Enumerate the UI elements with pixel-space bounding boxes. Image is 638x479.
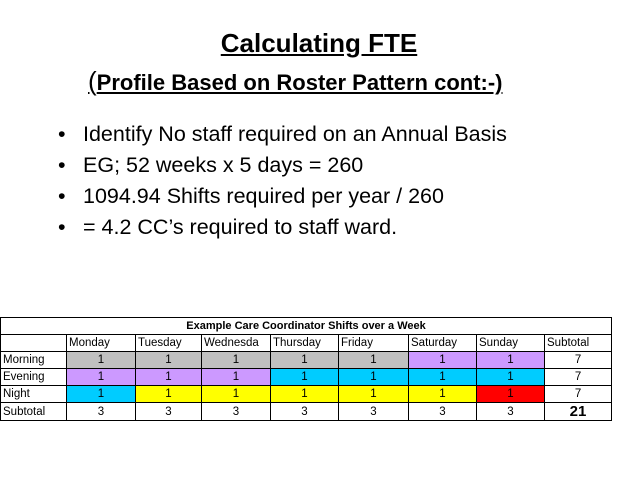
shift-cell: 1 xyxy=(339,386,409,403)
row-label: Morning xyxy=(1,352,67,369)
shift-cell: 1 xyxy=(271,352,339,369)
bullet-item xyxy=(58,153,598,177)
header-cell: Sunday xyxy=(477,335,545,352)
shift-cell: 1 xyxy=(202,352,271,369)
row-subtotal: 7 xyxy=(545,386,612,403)
day-subtotal: 3 xyxy=(271,403,339,421)
row-subtotal: 7 xyxy=(545,369,612,386)
bullet-dot-icon: • xyxy=(58,215,66,239)
row-label: Subtotal xyxy=(1,403,67,421)
bullet-text: Identify No staff required on an Annual Basis xyxy=(83,122,507,146)
bullet-list xyxy=(58,122,598,246)
shift-cell: 1 xyxy=(67,352,136,369)
shift-cell: 1 xyxy=(477,369,545,386)
header-cell: Thursday xyxy=(271,335,339,352)
shift-cell: 1 xyxy=(477,386,545,403)
shift-cell: 1 xyxy=(339,352,409,369)
bullet-item xyxy=(58,184,598,208)
bullet-item xyxy=(58,122,598,146)
grand-total: 21 xyxy=(545,403,612,421)
table-header-row xyxy=(1,335,612,352)
table-caption: Example Care Coordinator Shifts over a Week xyxy=(1,318,612,335)
table-row-morning xyxy=(1,352,612,369)
bullet-dot-icon: • xyxy=(58,153,66,177)
day-subtotal: 3 xyxy=(67,403,136,421)
subtitle-open-paren: ( xyxy=(88,66,97,96)
header-cell: Friday xyxy=(339,335,409,352)
bullet-dot-icon: • xyxy=(58,122,66,146)
shift-cell: 1 xyxy=(271,386,339,403)
shifts-table xyxy=(0,317,612,421)
day-subtotal: 3 xyxy=(136,403,202,421)
slide-subtitle xyxy=(88,66,503,97)
shift-cell: 1 xyxy=(136,369,202,386)
shift-cell: 1 xyxy=(67,386,136,403)
bullet-dot-icon: • xyxy=(58,184,66,208)
shift-cell: 1 xyxy=(136,352,202,369)
shift-cell: 1 xyxy=(202,386,271,403)
table-caption-row xyxy=(1,318,612,335)
table-row-night xyxy=(1,386,612,403)
shift-cell: 1 xyxy=(477,352,545,369)
shift-cell: 1 xyxy=(409,369,477,386)
table-row-evening xyxy=(1,369,612,386)
day-subtotal: 3 xyxy=(477,403,545,421)
shift-cell: 1 xyxy=(339,369,409,386)
header-cell: Subtotal xyxy=(545,335,612,352)
shift-cell: 1 xyxy=(202,369,271,386)
day-subtotal: 3 xyxy=(339,403,409,421)
header-cell xyxy=(1,335,67,352)
bullet-text: = 4.2 CC’s required to staff ward. xyxy=(83,215,398,239)
table-row-subtotal xyxy=(1,403,612,421)
row-label: Evening xyxy=(1,369,67,386)
header-cell: Wednesda xyxy=(202,335,271,352)
header-cell: Tuesday xyxy=(136,335,202,352)
shift-cell: 1 xyxy=(409,352,477,369)
shift-cell: 1 xyxy=(67,369,136,386)
bullet-text: 1094.94 Shifts required per year / 260 xyxy=(83,184,444,208)
slide-title: Calculating FTE xyxy=(220,28,418,58)
shift-cell: 1 xyxy=(271,369,339,386)
row-subtotal: 7 xyxy=(545,352,612,369)
subtitle-text: Profile Based on Roster Pattern cont:-) xyxy=(96,70,503,95)
bullet-item xyxy=(58,215,598,239)
shift-cell: 1 xyxy=(409,386,477,403)
day-subtotal: 3 xyxy=(409,403,477,421)
row-label: Night xyxy=(1,386,67,403)
header-cell: Saturday xyxy=(409,335,477,352)
day-subtotal: 3 xyxy=(202,403,271,421)
bullet-text: EG; 52 weeks x 5 days = 260 xyxy=(83,153,364,177)
shift-cell: 1 xyxy=(136,386,202,403)
header-cell: Monday xyxy=(67,335,136,352)
